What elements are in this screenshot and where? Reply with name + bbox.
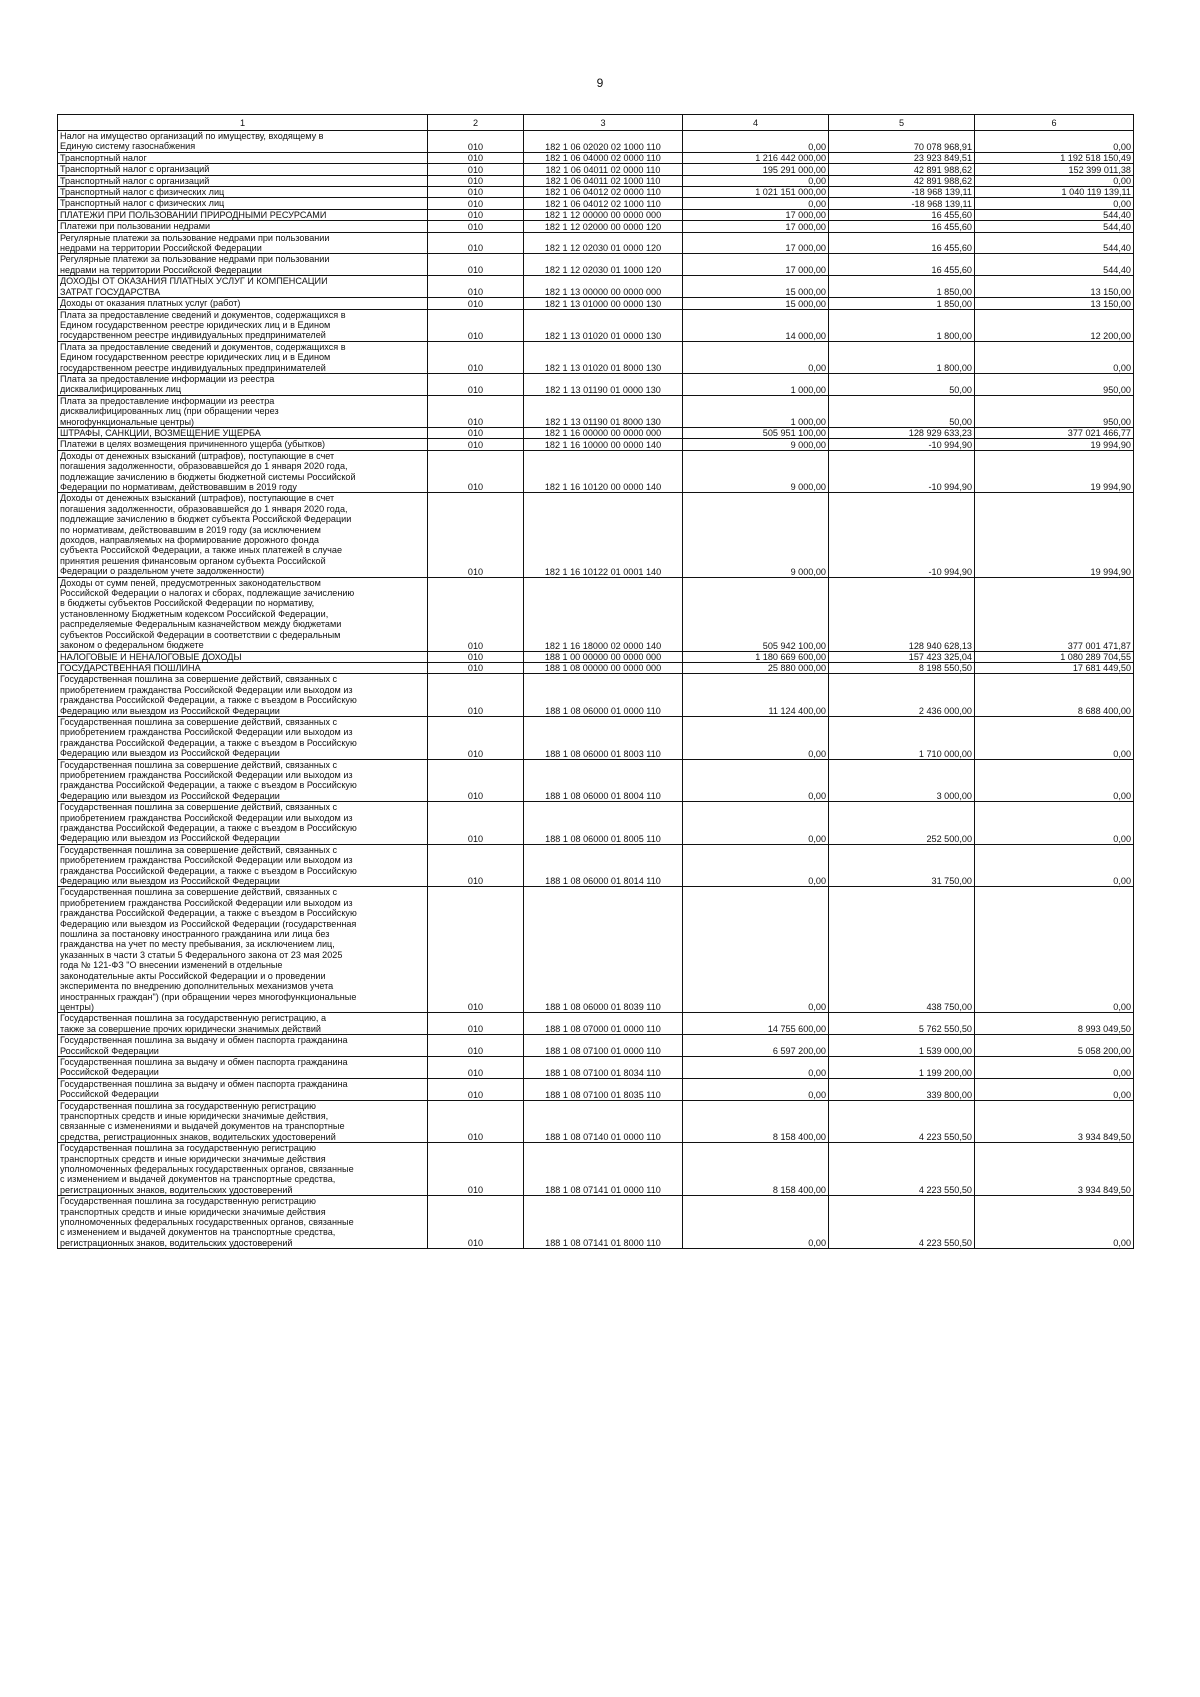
row-col-5: 31 750,00	[829, 844, 975, 887]
row-col-5: 16 455,60	[829, 221, 975, 232]
row-col-4: 0,00	[683, 802, 829, 845]
table-row	[58, 577, 1134, 651]
row-name: Государственная пошлина за государственную регистрацию транспортных средств и иные юридически значимые действия, связанные с изменениями и выдачей документов на транспортные средства, регистрационных знаков, водительских удостоверений	[58, 1100, 428, 1143]
row-line-code: 010	[428, 209, 524, 220]
row-line-code: 010	[428, 759, 524, 802]
row-col-6: 950,00	[975, 373, 1134, 395]
header-col-1: 1	[58, 115, 428, 131]
row-col-5: 50,00	[829, 395, 975, 427]
row-col-5: 252 500,00	[829, 802, 975, 845]
row-col-5: 339 800,00	[829, 1078, 975, 1100]
table-row	[58, 1078, 1134, 1100]
row-col-4: 0,00	[683, 1078, 829, 1100]
row-line-code: 010	[428, 662, 524, 673]
row-col-4: 14 755 600,00	[683, 1013, 829, 1035]
row-col-5: 8 198 550,50	[829, 662, 975, 673]
row-col-5: 1 710 000,00	[829, 716, 975, 759]
table-row	[58, 395, 1134, 427]
row-name: ДОХОДЫ ОТ ОКАЗАНИЯ ПЛАТНЫХ УСЛУГ И КОМПЕНСАЦИИ ЗАТРАТ ГОСУДАРСТВА	[58, 276, 428, 298]
row-col-6: 377 001 471,87	[975, 577, 1134, 651]
row-col-6: 1 192 518 150,49	[975, 152, 1134, 163]
row-name: Транспортный налог с организаций	[58, 164, 428, 175]
row-name: Плата за предоставление сведений и документов, содержащихся в Едином государственном реестре юридических лиц и в Едином государственном реестре индивидуальных предпринимателей	[58, 309, 428, 341]
row-budget-code: 188 1 08 07141 01 0000 110	[524, 1143, 683, 1196]
row-name: Доходы от оказания платных услуг (работ)	[58, 298, 428, 309]
row-col-5: 128 929 633,23	[829, 427, 975, 438]
revenue-table	[57, 114, 1134, 1249]
row-budget-code: 182 1 06 04000 02 0000 110	[524, 152, 683, 163]
row-budget-code: 182 1 06 04011 02 0000 110	[524, 164, 683, 175]
row-col-6: 152 399 011,38	[975, 164, 1134, 175]
row-col-5: 16 455,60	[829, 209, 975, 220]
row-col-6: 0,00	[975, 198, 1134, 209]
row-col-5: 16 455,60	[829, 254, 975, 276]
table-row	[58, 131, 1134, 153]
row-col-5: 1 800,00	[829, 341, 975, 373]
row-col-4: 11 124 400,00	[683, 674, 829, 717]
table-row	[58, 1013, 1134, 1035]
row-line-code: 010	[428, 651, 524, 662]
row-line-code: 010	[428, 175, 524, 186]
row-budget-code: 188 1 08 06000 01 8004 110	[524, 759, 683, 802]
row-col-4: 17 000,00	[683, 221, 829, 232]
row-col-4: 9 000,00	[683, 493, 829, 577]
row-line-code: 010	[428, 1056, 524, 1078]
row-col-5: -18 968 139,11	[829, 187, 975, 198]
row-name: НАЛОГОВЫЕ И НЕНАЛОГОВЫЕ ДОХОДЫ	[58, 651, 428, 662]
row-col-5: -10 994,90	[829, 450, 975, 493]
row-budget-code: 182 1 16 18000 02 0000 140	[524, 577, 683, 651]
row-name: Транспортный налог с физических лиц	[58, 187, 428, 198]
row-col-6: 544,40	[975, 254, 1134, 276]
row-name: Доходы от денежных взысканий (штрафов), поступающие в счет погашения задолженности, образовавшейся до 1 января 2020 года, подлежащие зачислению в бюджеты бюджетной системы Российской Федерации по нормативам, действовавшим в 2019 году	[58, 450, 428, 493]
row-name: Государственная пошлина за совершение действий, связанных с приобретением гражданства Российской Федерации или выходом из гражданства Российской Федерации, а также с въездом в Российскую Федерацию или выездом из Российской Федерации	[58, 759, 428, 802]
row-line-code: 010	[428, 1078, 524, 1100]
row-col-4: 1 021 151 000,00	[683, 187, 829, 198]
row-budget-code: 188 1 08 07140 01 0000 110	[524, 1100, 683, 1143]
row-col-4: 505 951 100,00	[683, 427, 829, 438]
row-col-4: 6 597 200,00	[683, 1035, 829, 1057]
row-budget-code: 182 1 12 00000 00 0000 000	[524, 209, 683, 220]
row-col-6: 0,00	[975, 844, 1134, 887]
row-name: Государственная пошлина за выдачу и обмен паспорта гражданина Российской Федерации	[58, 1078, 428, 1100]
table-row	[58, 493, 1134, 577]
row-col-6: 950,00	[975, 395, 1134, 427]
row-name: Государственная пошлина за совершение действий, связанных с приобретением гражданства Российской Федерации или выходом из гражданства Российской Федерации, а также с въездом в Российскую Федерацию или выездом из Российской Федерации	[58, 802, 428, 845]
header-row	[58, 115, 1134, 131]
table-row	[58, 802, 1134, 845]
row-line-code: 010	[428, 131, 524, 153]
row-col-6: 0,00	[975, 341, 1134, 373]
row-col-6: 19 994,90	[975, 450, 1134, 493]
row-col-4: 14 000,00	[683, 309, 829, 341]
row-line-code: 010	[428, 395, 524, 427]
table-row	[58, 1100, 1134, 1143]
table-row	[58, 209, 1134, 220]
header-col-3: 3	[524, 115, 683, 131]
row-name: Плата за предоставление информации из реестра дисквалифицированных лиц (при обращении через многофункциональные центры)	[58, 395, 428, 427]
row-budget-code: 188 1 08 06000 01 8005 110	[524, 802, 683, 845]
row-col-6: 3 934 849,50	[975, 1100, 1134, 1143]
table-row	[58, 373, 1134, 395]
row-col-6: 8 688 400,00	[975, 674, 1134, 717]
row-line-code: 010	[428, 254, 524, 276]
row-col-4: 0,00	[683, 759, 829, 802]
row-name: Плата за предоставление информации из реестра дисквалифицированных лиц	[58, 373, 428, 395]
row-line-code: 010	[428, 1013, 524, 1035]
row-line-code: 010	[428, 1100, 524, 1143]
row-col-4: 0,00	[683, 1196, 829, 1249]
row-col-5: 50,00	[829, 373, 975, 395]
row-name: Государственная пошлина за совершение действий, связанных с приобретением гражданства Российской Федерации или выходом из гражданства Российской Федерации, а также с въездом в Российскую Федерацию или выездом из Российской Федерации	[58, 674, 428, 717]
row-col-4: 17 000,00	[683, 232, 829, 254]
row-budget-code: 188 1 08 06000 01 0000 110	[524, 674, 683, 717]
row-budget-code: 188 1 08 07000 01 0000 110	[524, 1013, 683, 1035]
row-col-5: 1 199 200,00	[829, 1056, 975, 1078]
header-col-5: 5	[829, 115, 975, 131]
row-name: ГОСУДАРСТВЕННАЯ ПОШЛИНА	[58, 662, 428, 673]
row-budget-code: 188 1 08 06000 01 8039 110	[524, 887, 683, 1013]
row-col-4: 1 000,00	[683, 395, 829, 427]
row-col-4: 0,00	[683, 844, 829, 887]
row-col-6: 1 040 119 139,11	[975, 187, 1134, 198]
row-budget-code: 188 1 00 00000 00 0000 000	[524, 651, 683, 662]
row-name: Транспортный налог с физических лиц	[58, 198, 428, 209]
row-line-code: 010	[428, 716, 524, 759]
row-col-4: 17 000,00	[683, 254, 829, 276]
table-row	[58, 844, 1134, 887]
row-name: Налог на имущество организаций по имуществу, входящему в Единую систему газоснабжения	[58, 131, 428, 153]
row-col-5: 128 940 628,13	[829, 577, 975, 651]
row-col-6: 0,00	[975, 1196, 1134, 1249]
row-col-6: 8 993 049,50	[975, 1013, 1134, 1035]
row-line-code: 010	[428, 164, 524, 175]
row-budget-code: 182 1 13 01190 01 8000 130	[524, 395, 683, 427]
row-name: Государственная пошлина за государственную регистрацию транспортных средств и иные юридически значимые действия уполномоченных федеральных государственных органов, связанные с изменением и выдачей документов на транспортные средства, регистрационных знаков, водительских удостоверений	[58, 1143, 428, 1196]
row-line-code: 010	[428, 373, 524, 395]
table-row	[58, 309, 1134, 341]
row-line-code: 010	[428, 493, 524, 577]
row-name: Платежи в целях возмещения причиненного ущерба (убытков)	[58, 439, 428, 450]
row-col-6: 13 150,00	[975, 298, 1134, 309]
row-line-code: 010	[428, 887, 524, 1013]
row-col-6: 544,40	[975, 209, 1134, 220]
table-row	[58, 716, 1134, 759]
row-line-code: 010	[428, 198, 524, 209]
row-budget-code: 188 1 08 00000 00 0000 000	[524, 662, 683, 673]
row-col-4: 8 158 400,00	[683, 1100, 829, 1143]
row-line-code: 010	[428, 221, 524, 232]
row-budget-code: 182 1 06 04012 02 0000 110	[524, 187, 683, 198]
row-name: Государственная пошлина за совершение действий, связанных с приобретением гражданства Российской Федерации или выходом из гражданства Российской Федерации, а также с въездом в Российскую Федерацию или выездом из Российской Федерации	[58, 844, 428, 887]
row-line-code: 010	[428, 187, 524, 198]
row-line-code: 010	[428, 844, 524, 887]
row-col-5: 157 423 325,04	[829, 651, 975, 662]
table-row	[58, 341, 1134, 373]
row-line-code: 010	[428, 1143, 524, 1196]
row-line-code: 010	[428, 439, 524, 450]
row-budget-code: 188 1 08 07100 01 8035 110	[524, 1078, 683, 1100]
row-col-4: 0,00	[683, 887, 829, 1013]
row-col-4: 0,00	[683, 1056, 829, 1078]
row-budget-code: 182 1 06 02020 02 1000 110	[524, 131, 683, 153]
row-col-6: 3 934 849,50	[975, 1143, 1134, 1196]
row-name: Государственная пошлина за выдачу и обмен паспорта гражданина Российской Федерации	[58, 1035, 428, 1057]
row-line-code: 010	[428, 450, 524, 493]
row-budget-code: 182 1 06 04011 02 1000 110	[524, 175, 683, 186]
table-row	[58, 450, 1134, 493]
row-col-4: 9 000,00	[683, 439, 829, 450]
row-col-4: 15 000,00	[683, 276, 829, 298]
row-budget-code: 182 1 12 02030 01 0000 120	[524, 232, 683, 254]
row-name: Государственная пошлина за государственную регистрацию транспортных средств и иные юридически значимые действия уполномоченных федеральных государственных органов, связанные с изменением и выдачей документов на транспортные средства, регистрационных знаков, водительских удостоверений	[58, 1196, 428, 1249]
row-budget-code: 188 1 08 07100 01 8034 110	[524, 1056, 683, 1078]
row-name: Доходы от денежных взысканий (штрафов), поступающие в счет погашения задолженности, образовавшейся до 1 января 2020 года, подлежащие зачислению в бюджет субъекта Российской Федерации по нормативам, действовавшим в 2019 году (за исключением доходов, направляемых на формирование дорожного фонда субъекта Российской Федерации, а также иных платежей в случае принятия решения финансовым органом субъекта Российской Федерации о раздельном учете задолженности)	[58, 493, 428, 577]
row-name: Платежи при пользовании недрами	[58, 221, 428, 232]
table-row	[58, 198, 1134, 209]
row-budget-code: 182 1 06 04012 02 1000 110	[524, 198, 683, 209]
row-budget-code: 182 1 16 10120 00 0000 140	[524, 450, 683, 493]
row-col-5: 70 078 968,91	[829, 131, 975, 153]
header-col-4: 4	[683, 115, 829, 131]
table-row	[58, 427, 1134, 438]
row-col-4: 0,00	[683, 198, 829, 209]
row-col-6: 544,40	[975, 221, 1134, 232]
row-line-code: 010	[428, 1035, 524, 1057]
row-col-5: 2 436 000,00	[829, 674, 975, 717]
row-col-4: 8 158 400,00	[683, 1143, 829, 1196]
table-row	[58, 1035, 1134, 1057]
row-budget-code: 188 1 08 06000 01 8014 110	[524, 844, 683, 887]
table-row	[58, 439, 1134, 450]
row-col-6: 0,00	[975, 131, 1134, 153]
table-row	[58, 232, 1134, 254]
row-name: Плата за предоставление сведений и документов, содержащихся в Едином государственном реестре юридических лиц и в Едином государственном реестре индивидуальных предпринимателей	[58, 341, 428, 373]
table-row	[58, 175, 1134, 186]
row-col-4: 17 000,00	[683, 209, 829, 220]
row-budget-code: 182 1 12 02000 00 0000 120	[524, 221, 683, 232]
header-col-2: 2	[428, 115, 524, 131]
table-row	[58, 1143, 1134, 1196]
row-col-6: 5 058 200,00	[975, 1035, 1134, 1057]
row-col-6: 0,00	[975, 1056, 1134, 1078]
row-budget-code: 182 1 13 00000 00 0000 000	[524, 276, 683, 298]
table-body	[58, 131, 1134, 1249]
row-col-5: 4 223 550,50	[829, 1143, 975, 1196]
table-row	[58, 887, 1134, 1013]
header-col-6: 6	[975, 115, 1134, 131]
table-row	[58, 651, 1134, 662]
row-col-5: 16 455,60	[829, 232, 975, 254]
table-row	[58, 759, 1134, 802]
row-name: Транспортный налог	[58, 152, 428, 163]
row-col-6: 0,00	[975, 175, 1134, 186]
row-line-code: 010	[428, 232, 524, 254]
row-col-6: 377 021 466,77	[975, 427, 1134, 438]
table-row	[58, 1196, 1134, 1249]
row-name: Транспортный налог с организаций	[58, 175, 428, 186]
row-col-6: 13 150,00	[975, 276, 1134, 298]
table-row	[58, 254, 1134, 276]
row-col-5: 438 750,00	[829, 887, 975, 1013]
row-col-6: 0,00	[975, 716, 1134, 759]
row-col-5: 4 223 550,50	[829, 1100, 975, 1143]
row-col-6: 17 681 449,50	[975, 662, 1134, 673]
row-col-5: 1 800,00	[829, 309, 975, 341]
row-col-4: 0,00	[683, 341, 829, 373]
row-budget-code: 182 1 13 01000 00 0000 130	[524, 298, 683, 309]
row-name: Государственная пошлина за выдачу и обмен паспорта гражданина Российской Федерации	[58, 1056, 428, 1078]
row-col-4: 9 000,00	[683, 450, 829, 493]
row-line-code: 010	[428, 309, 524, 341]
row-budget-code: 182 1 12 02030 01 1000 120	[524, 254, 683, 276]
table-row	[58, 221, 1134, 232]
row-line-code: 010	[428, 298, 524, 309]
row-budget-code: 182 1 13 01020 01 8000 130	[524, 341, 683, 373]
row-budget-code: 182 1 16 10000 00 0000 140	[524, 439, 683, 450]
row-line-code: 010	[428, 1196, 524, 1249]
row-col-5: 5 762 550,50	[829, 1013, 975, 1035]
row-col-6: 0,00	[975, 759, 1134, 802]
row-name: Государственная пошлина за совершение действий, связанных с приобретением гражданства Российской Федерации или выходом из гражданства Российской Федерации, а также с въездом в Российскую Федерацию или выездом из Российской Федерации (государственная пошлина за постановку иностранного гражданина или лица без гражданства на учет по месту пребывания, за исключением лиц, указанных в части 3 статьи 5 Федерального закона от 23 мая 2025 года № 121-ФЗ "О внесении изменений в отдельные законодательные акты Российской Федерации и о проведении эксперимента по внедрению дополнительных механизмов учета иностранных граждан") (при обращении через многофункциональные центры)	[58, 887, 428, 1013]
row-col-6: 12 200,00	[975, 309, 1134, 341]
table-row	[58, 152, 1134, 163]
row-col-6: 0,00	[975, 887, 1134, 1013]
row-col-5: 42 891 988,62	[829, 175, 975, 186]
row-budget-code: 188 1 08 07141 01 8000 110	[524, 1196, 683, 1249]
row-col-6: 0,00	[975, 1078, 1134, 1100]
row-budget-code: 182 1 13 01020 01 0000 130	[524, 309, 683, 341]
row-budget-code: 182 1 13 01190 01 0000 130	[524, 373, 683, 395]
row-col-6: 544,40	[975, 232, 1134, 254]
row-col-5: -18 968 139,11	[829, 198, 975, 209]
row-col-5: 1 850,00	[829, 298, 975, 309]
row-col-4: 25 880 000,00	[683, 662, 829, 673]
row-budget-code: 182 1 16 00000 00 0000 000	[524, 427, 683, 438]
row-col-5: -10 994,90	[829, 439, 975, 450]
row-name: Доходы от сумм пеней, предусмотренных законодательством Российской Федерации о налогах и сборах, подлежащие зачислению в бюджеты субъектов Российской Федерации по нормативу, установленному Бюджетным кодексом Российской Федерации, распределяемые Федеральным казначейством между бюджетами субъектов Российской Федерации в соответствии с федеральным законом о федеральном бюджете	[58, 577, 428, 651]
row-name: ПЛАТЕЖИ ПРИ ПОЛЬЗОВАНИИ ПРИРОДНЫМИ РЕСУРСАМИ	[58, 209, 428, 220]
row-col-5: -10 994,90	[829, 493, 975, 577]
table-row	[58, 298, 1134, 309]
row-line-code: 010	[428, 152, 524, 163]
row-line-code: 010	[428, 802, 524, 845]
row-col-5: 4 223 550,50	[829, 1196, 975, 1249]
row-col-6: 19 994,90	[975, 493, 1134, 577]
row-name: Государственная пошлина за государственную регистрацию, а также за совершение прочих юридически значимых действий	[58, 1013, 428, 1035]
row-line-code: 010	[428, 341, 524, 373]
row-col-6: 1 080 289 704,55	[975, 651, 1134, 662]
row-col-4: 195 291 000,00	[683, 164, 829, 175]
row-line-code: 010	[428, 577, 524, 651]
row-budget-code: 188 1 08 07100 01 0000 110	[524, 1035, 683, 1057]
row-name: Регулярные платежи за пользование недрами при пользовании недрами на территории Российской Федерации	[58, 254, 428, 276]
row-line-code: 010	[428, 674, 524, 717]
row-col-4: 505 942 100,00	[683, 577, 829, 651]
row-name: ШТРАФЫ, САНКЦИИ, ВОЗМЕЩЕНИЕ УЩЕРБА	[58, 427, 428, 438]
row-col-6: 19 994,90	[975, 439, 1134, 450]
row-col-6: 0,00	[975, 802, 1134, 845]
table-row	[58, 187, 1134, 198]
row-col-4: 0,00	[683, 716, 829, 759]
row-col-4: 1 000,00	[683, 373, 829, 395]
row-line-code: 010	[428, 276, 524, 298]
row-col-4: 0,00	[683, 175, 829, 186]
page-number: 9	[596, 76, 604, 90]
row-name: Государственная пошлина за совершение действий, связанных с приобретением гражданства Российской Федерации или выходом из гражданства Российской Федерации, а также с въездом в Российскую Федерацию или выездом из Российской Федерации	[58, 716, 428, 759]
table-row	[58, 662, 1134, 673]
row-col-4: 1 216 442 000,00	[683, 152, 829, 163]
table-row	[58, 164, 1134, 175]
table-row	[58, 276, 1134, 298]
row-budget-code: 188 1 08 06000 01 8003 110	[524, 716, 683, 759]
row-budget-code: 182 1 16 10122 01 0001 140	[524, 493, 683, 577]
table-row	[58, 1056, 1134, 1078]
row-col-4: 0,00	[683, 131, 829, 153]
row-col-5: 1 539 000,00	[829, 1035, 975, 1057]
row-col-5: 3 000,00	[829, 759, 975, 802]
row-name: Регулярные платежи за пользование недрами при пользовании недрами на территории Российской Федерации	[58, 232, 428, 254]
row-col-4: 1 180 669 600,00	[683, 651, 829, 662]
row-col-5: 1 850,00	[829, 276, 975, 298]
row-line-code: 010	[428, 427, 524, 438]
row-col-5: 42 891 988,62	[829, 164, 975, 175]
row-col-5: 23 923 849,51	[829, 152, 975, 163]
table-row	[58, 674, 1134, 717]
row-col-4: 15 000,00	[683, 298, 829, 309]
